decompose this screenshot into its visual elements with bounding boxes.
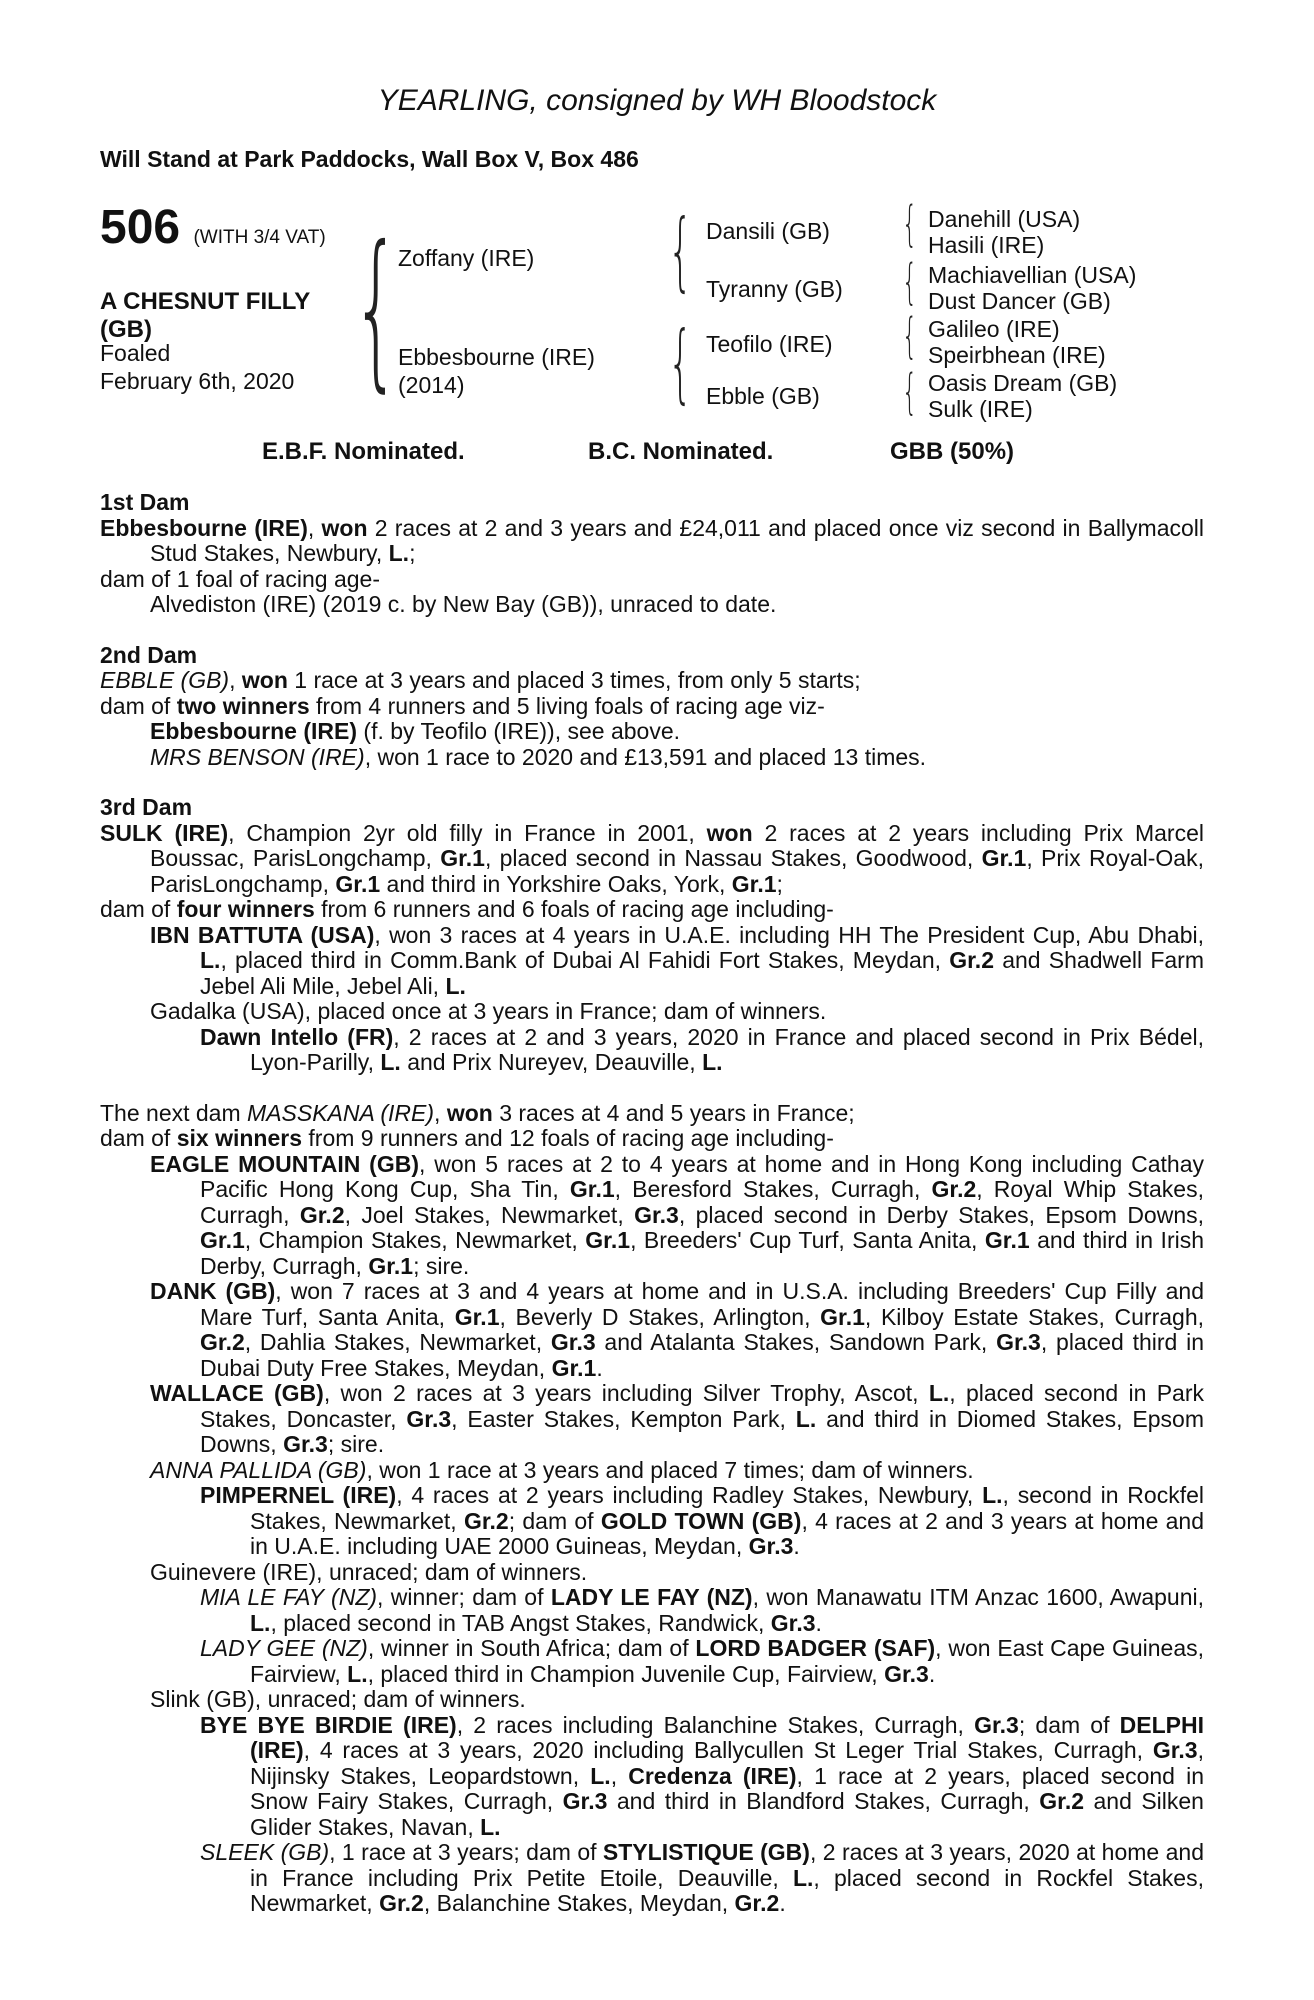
first-dam-entry: Ebbesbourne (IRE), won 2 races at 2 and 3 years and £24,011 and placed once viz second in Ballymacoll Stud Stakes, Newbury, L.; [100, 514, 1205, 566]
nomination-bc: B.C. Nominated. [588, 438, 774, 465]
produce-wallace: WALLACE (GB), won 2 races at 3 years including Silver Trophy, Ascot, L., placed second in Park Stakes, Doncaster, Gr.3, Easter Stakes, Kempton Park, L. and third in Diomed Stakes, Epsom Downs, Gr.3; sire. [150, 1380, 1204, 1457]
lot-number [100, 201, 326, 254]
granddam-dam: Ebble (GB) [706, 383, 820, 409]
nomination-ebf: E.B.F. Nominated. [262, 438, 465, 465]
ggp-3: Machiavellian (USA) [928, 262, 1137, 288]
produce-mrs-benson: MRS BENSON (IRE), won 1 race to 2020 and £13,591 and placed 13 times. [150, 743, 927, 770]
third-dam-heading: 3rd Dam [100, 794, 193, 820]
produce-sleek: SLEEK (GB), 1 race at 3 years; dam of STYLISTIQUE (GB), 2 races at 3 years, 2020 at home and in France including Prix Petite Etoile, Deauville, L., placed second in Rockfel Stakes, Newmarket, Gr.2, Balanchine Stakes, Meydan, Gr.2. [200, 1839, 1204, 1916]
produce-eagle-mountain: EAGLE MOUNTAIN (GB), won 5 races at 2 to 4 years at home and in Hong Kong including Cathay Pacific Hong Kong Cup, Sha Tin, Gr.1, Beresford Stakes, Curragh, Gr.2, Royal Whip Stakes, Curragh, Gr.2, Joel Stakes, Newmarket, Gr.3, placed second in Derby Stakes, Epsom Downs, Gr.1, Champion Stakes, Newmarket, Gr.1, Breeders' Cup Turf, Santa Anita, Gr.1 and third in Irish Derby, Curragh, Gr.1; sire. [150, 1150, 1205, 1279]
first-dam-heading: 1st Dam [100, 489, 190, 515]
ggp-6: Speirbhean (IRE) [928, 342, 1106, 368]
pedigree-brace-main: { [352, 210, 401, 408]
lot-description [100, 288, 310, 344]
ggp-4: Dust Dancer (GB) [928, 288, 1111, 314]
grandsire-sire: Dansili (GB) [706, 218, 830, 244]
produce-anna-pallida: ANNA PALLIDA (GB), won 1 race at 3 years and placed 7 times; dam of winners. [150, 1456, 974, 1483]
lot-description-line2: (GB) [100, 316, 152, 343]
ggp-5: Galileo (IRE) [928, 316, 1060, 342]
stand-location: Will Stand at Park Paddocks, Wall Box V, Box 486 [100, 146, 639, 172]
granddam-sire: Tyranny (GB) [706, 276, 843, 302]
third-dam-produce: dam of four winners from 6 runners and 6 foals of racing age including- [100, 896, 834, 922]
produce-pimpernel: PIMPERNEL (IRE), 4 races at 2 years including Radley Stakes, Newbury, L., second in Rockfel Stakes, Newmarket, Gr.2; dam of GOLD TOWN (GB), 4 races at 2 and 3 years at home and in U.A.E. including UAE 2000 Guineas, Meydan, Gr.3. [200, 1482, 1204, 1559]
produce-guinevere: Guinevere (IRE), unraced; dam of winners. [150, 1558, 588, 1585]
second-dam-produce: dam of two winners from 4 runners and 5 living foals of racing age viz- [100, 692, 825, 719]
dam-year: (2014) [398, 372, 465, 398]
pedigree-brace-3: { [902, 308, 918, 364]
produce-lady-gee: LADY GEE (NZ), winner in South Africa; dam of LORD BADGER (SAF), won East Cape Guineas, Fairview, L., placed third in Champion Juvenile Cup, Fairview, Gr.3. [200, 1635, 1204, 1687]
produce-dank: DANK (GB), won 7 races at 3 and 4 years at home and in U.S.A. including Breeders' Cup Filly and Mare Turf, Santa Anita, Gr.1, Beverly D Stakes, Arlington, Gr.1, Kilboy Estate Stakes, Curragh, Gr.2, Dahlia Stakes, Newmarket, Gr.3 and Atalanta Stakes, Sandown Park, Gr.3, placed third in Dubai Duty Free Stakes, Meydan, Gr.1. [150, 1278, 1204, 1381]
produce-mia-le-fay: MIA LE FAY (NZ), winner; dam of LADY LE FAY (NZ), won Manawatu ITM Anzac 1600, Awapuni, L., placed second in TAB Angst Stakes, Randwick, Gr.3. [200, 1584, 1205, 1636]
foaled-label: Foaled [100, 340, 171, 366]
lot-number-value: 506 [100, 201, 181, 254]
produce-gadalka: Gadalka (USA), placed once at 3 years in France; dam of winners. [150, 998, 827, 1024]
nomination-gbb: GBB (50%) [890, 438, 1015, 465]
produce-alvediston: Alvediston (IRE) (2019 c. by New Bay (GB)), unraced to date. [150, 591, 777, 617]
foaled-date: February 6th, 2020 [100, 368, 295, 394]
catalogue-text [100, 490, 1204, 1917]
produce-slink: Slink (GB), unraced; dam of winners. [150, 1686, 526, 1712]
page-title: YEARLING, consigned by WH Bloodstock [377, 84, 937, 117]
sire-name: Zoffany (IRE) [398, 245, 535, 271]
pedigree-brace-4: { [902, 364, 918, 420]
produce-ebbesbourne: Ebbesbourne (IRE) (f. by Teofilo (IRE)), see above. [150, 718, 681, 744]
produce-bye-bye-birdie: BYE BYE BIRDIE (IRE), 2 races including Balanchine Stakes, Curragh, Gr.3; dam of DELPHI (IRE), 4 races at 3 years, 2020 including Ballycullen St Leger Trial Stakes, Curragh, Gr.3, Nijinsky Stakes, Leopardstown, L., Credenza (IRE), 1 race at 2 years, placed second in Snow Fairy Stakes, Curragh, Gr.3 and third in Blandford Stakes, Curragh, Gr.2 and Silken Glider Stakes, Navan, L. [200, 1711, 1204, 1840]
ggp-8: Sulk (IRE) [928, 396, 1033, 422]
next-dam-produce: dam of six winners from 9 runners and 12 foals of racing age including- [100, 1125, 834, 1151]
dam-name: Ebbesbourne (IRE) [398, 344, 595, 370]
next-dam-entry: The next dam MASSKANA (IRE), won 3 races at 4 and 5 years in France; [100, 1099, 855, 1126]
produce-dawn-intello: Dawn Intello (FR), 2 races at 2 and 3 years, 2020 in France and placed second in Prix Bédel, Lyon-Parilly, L. and Prix Nureyev, Deauville, L. [200, 1023, 1204, 1075]
vat-note: (WITH 3/4 VAT) [193, 227, 326, 248]
grandsire-dam: Teofilo (IRE) [706, 331, 833, 357]
pedigree-brace-sire: { [668, 201, 693, 301]
third-dam-entry: SULK (IRE), Champion 2yr old filly in France in 2001, won 2 races at 2 years including Prix Marcel Boussac, ParisLongchamp, Gr.1, placed second in Nassau Stakes, Goodwood, Gr.1, Prix Royal-Oak, ParisLongchamp, Gr.1 and third in Yorkshire Oaks, York, Gr.1; [100, 819, 1204, 897]
lot-description-line1: A CHESNUT FILLY [100, 288, 311, 315]
ggp-2: Hasili (IRE) [928, 232, 1045, 258]
ggp-1: Danehill (USA) [928, 206, 1081, 232]
ggp-7: Oasis Dream (GB) [928, 370, 1118, 396]
first-dam-produce: dam of 1 foal of racing age- [100, 565, 380, 592]
second-dam-heading: 2nd Dam [100, 641, 198, 668]
second-dam-entry: EBBLE (GB), won 1 race at 3 years and placed 3 times, from only 5 starts; [100, 667, 861, 693]
pedigree-brace-2: { [902, 254, 918, 310]
pedigree-brace-dam: { [668, 313, 693, 413]
pedigree-brace-1: { [902, 196, 918, 252]
produce-ibn-battuta: IBN BATTUTA (USA), won 3 races at 4 years in U.A.E. including HH The President Cup, Abu Dhabi, L., placed third in Comm.Bank of Dubai Al Fahidi Fort Stakes, Meydan, Gr.2 and Shadwell Farm Jebel Ali Mile, Jebel Ali, L. [150, 921, 1205, 999]
